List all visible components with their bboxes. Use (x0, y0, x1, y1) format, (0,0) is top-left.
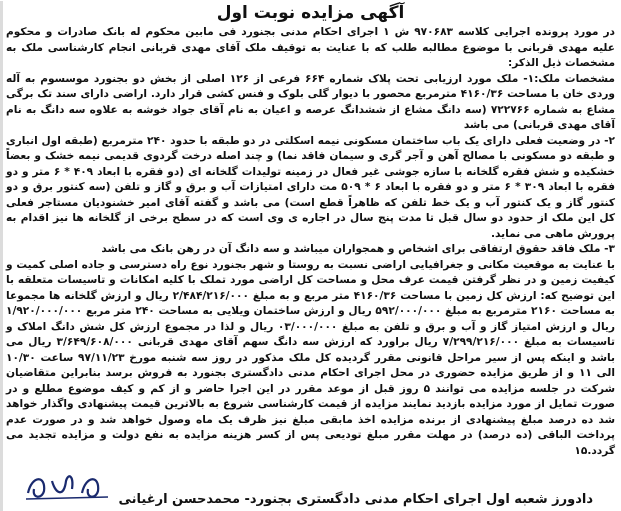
signature-line: دادورز شعبه اول اجرای احکام مدنی دادگستری بجنورد- محمدحسن ارغیانی (118, 492, 593, 507)
current-status-paragraph: ۲- در وضعیت فعلی دارای یک باب ساختمان مسکونی نیمه اسکلتی در دو طبقه با حدود ۲۴۰ مترمربع (طبقه اول انباری و طبقه دو مسکونی با مصالح آهن و آجر گری و سیمان فاقد نما) و چند اصله درخت گردوی قدیمی نیمه خشک و بعضاً خشکیده و شش فقره گلخانه با سازه جوشی غیر فعال در زمینه تولیدات گلخانه ای (دو فقره با ابعاد ۴۰۹ * ۶ متر و دو فقره با ابعاد ۳۰۹ * ۶ متر و دو فقره با ابعاد ۶ * ۵۰۹ مت دارای امتیازات آب و برق و گاز و تلفن (سه کنتور برق و دو کنتور گاز و یک کنتور آب و یک خط تلفن که ظاهراً قطع است) می باشد و گفته آقای امیر خشنودیان مستاجر فعلی کل این ملک از حدود دو سال قبل تا مدت پنج سال در اجاره ی وی است که در سطح برخی از گلخانه ها نیز اقدام به پرورش ماهی می نماید. (6, 134, 616, 240)
property-specs-paragraph: مشخصات ملک:۱- ملک مورد ارزیابی تحت پلاک شماره ۶۶۴ فرعی از ۱۲۶ اصلی از بخش دو بجنورد موسسوم به آله وردی خان با مساحت ۴۱۶۰/۳۶ مترمربع محصور با دیوار گلی بلوک و فنس کشی قرار دارد. اراضی دارای سند تک برگی مشاع به شماره ۷۲۲۷۶۶ (سه دانگ مشاع از ششدانگ عرصه و اعیان به نام آقای جواد خوشه به علاوه سه دانگ به نام آقای مهدی قربانی) می باشد (6, 72, 616, 131)
valuation-text: با عنایت به موقعیت مکانی و جغرافیایی اراضی نسبت به روستا و شهر بجنورد نوع راه دسترسی و جاده اصلی کمیت و کیفیت زمین و در نظر گرفتن قیمت عرف محل و مساحت کل اراضی مورد تملک با کلیه امکانات و تاسیسات متعلقه با این توضیح که: ارزش کل زمین با مساحت ۴۱۶۰/۳۶ متر مربع و به مبلغ ۲/۴۸۴/۲۱۶/۰۰۰ ریال و ارزش گلخانه ها مجموعا به مساحت ۲۱۶۰ مترمربع به مبلغ ۵۹۲/۰۰۰/۰۰۰ ریال و ارزش ساختمان ویلایی به مساحت ۲۴۰ متر مربع ۱/۹۲۰/۰۰۰/۰۰۰ ریال و ارزش امتیاز گاز و آب و برق و تلفن به مبلغ ۰۳/۰۰۰/۰۰۰ ریال و لذا در مجموع ارزش کل شش دانگ املاک و تاسیسات به مبلغ ۷/۲۹۹/۲۱۶/۰۰۰ ریال براورد که ارزش سه دانگ سهم آقای مهدی قربانی ۳/۶۴۹/۶۰۸/۰۰۰ ریال می باشد و اینکه پس از سیر مراحل قانونی مقرر گردیده کل ملک مذکور در روز سه شنبه مورخ ۹۷/۱۱/۲۳ ساعت ۱۰/۳۰ الی ۱۱ و از طریق مزایده حضوری در محل اجرای احکام مدنی دادگستری بجنورد به فروش برسد بنابراین متقاضیان شرکت در جلسه مزایده می توانند ۵ روز قبل از موعد مقرر در این اجرا حاضر و از کم و کیف موضوع مطلع و در صورت تمایل از مورد مزایده بازدید نمایند مزایده از قیمت کارشناسی شروع به بالاترین قیمت پیشنهادی واگذار خواهد شد ده درصد مبلغ پیشنهادی از برنده مزایده اخذ مابقی مبلغ نیز ظرف یک ماه وصول خواهد شد و در صورت عدم پرداخت الباقی (ده درصد) در مهلت مقرر مبلغ تودیعی پس از کسر هزینه مزایده به نفع دولت و مزایده تجدید می گردد. (6, 258, 616, 457)
footer (118, 492, 611, 507)
intro-paragraph: در مورد پرونده اجرایی کلاسه ۹۷۰۶۸۳ ش ۱ اجرای احکام مدنی بجنورد فی مابین محکوم له بانک صادرات و محکوم علیه مهدی قربانی با موضوع مطالبه طلب که با عنایت به توقیف ملک آقای مهدی قربانی انجام کارشناسی ملک به مشخصات ذیل الذکر: (6, 26, 615, 69)
scan-edge (0, 1, 3, 511)
notice-title: آگهی مزایده نوبت اول (216, 3, 405, 23)
easement-paragraph: ۳- ملک فاقد حقوق ارتفاقی برای اشخاص و همجواران میباشد و سه دانگ آن در رهن بانک می باشد (101, 243, 615, 255)
valuation-auction-paragraph (6, 258, 615, 460)
valuation-tail: ۱۵ (574, 444, 588, 457)
notice-page (0, 1, 621, 511)
handwritten-number-mark (22, 469, 112, 503)
